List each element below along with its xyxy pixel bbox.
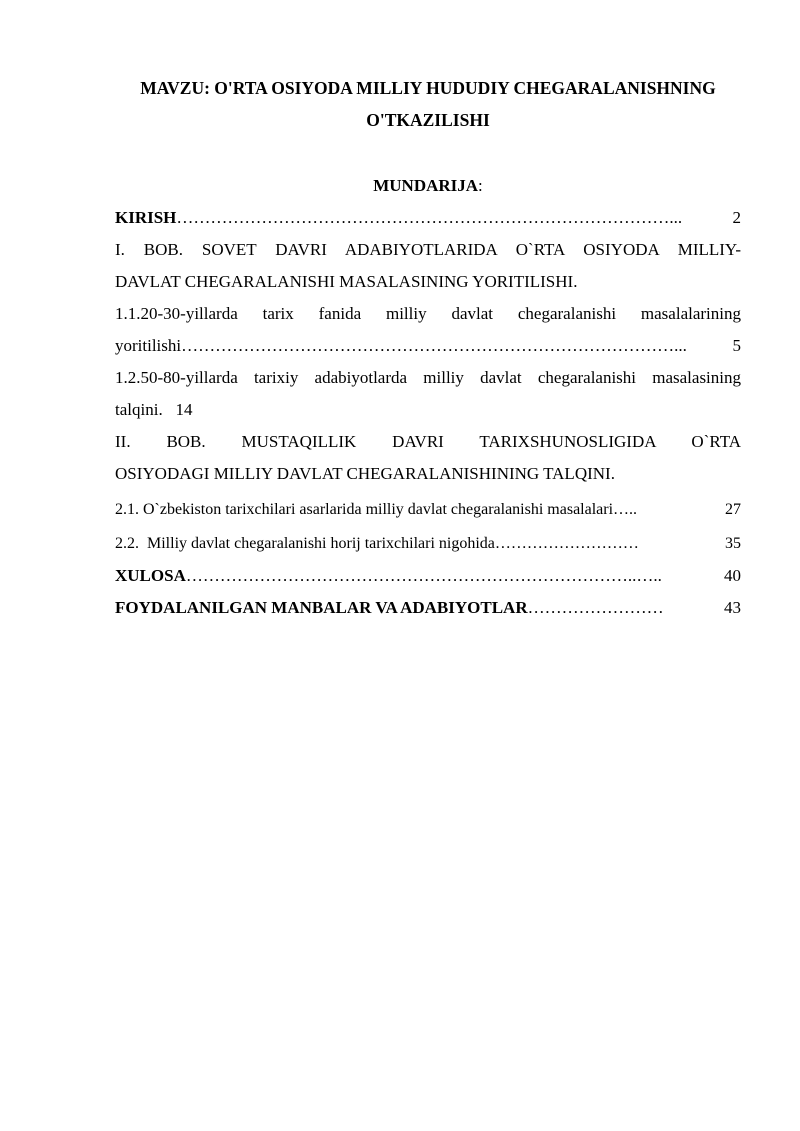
toc-page-number: 2 xyxy=(732,208,741,227)
toc-chapter-1-line-2[interactable]: DAVLAT CHEGARALANISHI MASALASINING YORITILISHI. xyxy=(115,272,578,291)
toc-entry-sources[interactable] xyxy=(115,592,741,624)
toc-dot-leader: ……………………………………………………………………………... xyxy=(176,208,683,227)
toc-page-number: 43 xyxy=(724,598,741,617)
document-title-line-2: O'TKAZILISHI xyxy=(366,110,490,130)
toc-entry-label: yoritilishi xyxy=(115,336,182,355)
toc-entry-label: FOYDALANILGAN MANBALAR VA ADABIYOTLAR xyxy=(115,598,528,617)
toc-entry-label: 2.1. O`zbekiston tarixchilari asarlarida milliy davlat chegaralanishi masalalari xyxy=(115,501,614,518)
toc-dot-leader: ……………………………………………………………………..….. xyxy=(185,566,662,585)
toc-entry-label: KIRISH xyxy=(115,208,177,227)
toc-section-2-2[interactable] xyxy=(115,528,741,560)
toc-chapter-1-line-1[interactable]: I. BOB. SOVET DAVRI ADABIYOTLARIDA O`RTA OSIYODA MILLIY- xyxy=(115,240,741,259)
toc-dot-leader: ….. xyxy=(613,501,638,518)
toc-entry-label: XULOSA xyxy=(115,566,186,585)
toc-section-2-1[interactable] xyxy=(115,494,741,526)
toc-section-1-2-line-1[interactable]: 1.2.50-80-yillarda tarixiy adabiyotlarda milliy davlat chegaralanishi masalasining xyxy=(115,368,741,387)
toc-page-number: 5 xyxy=(732,336,741,355)
toc-entry-kirish[interactable] xyxy=(115,202,741,234)
toc-section-1-1-line-1[interactable]: 1.1.20-30-yillarda tarix fanida milliy davlat chegaralanishi masalalarining xyxy=(115,304,741,323)
toc-chapter-2-line-2[interactable]: OSIYODAGI MILLIY DAVLAT CHEGARALANISHINING TALQINI. xyxy=(115,464,615,483)
toc-page-number: 27 xyxy=(725,501,741,518)
contents-heading-colon: : xyxy=(478,176,483,195)
toc-chapter-2-line-1[interactable]: II. BOB. MUSTAQILLIK DAVRI TARIXSHUNOSLIGIDA O`RTA xyxy=(115,432,741,451)
toc-entry-label: 2.2. Milliy davlat chegaralanishi horij tarixchilari nigohida xyxy=(115,535,495,552)
contents-heading-text: MUNDARIJA xyxy=(373,176,479,195)
toc-page-number: 35 xyxy=(725,535,741,552)
toc-dot-leader: ……………………………………………………………………………... xyxy=(181,336,687,355)
toc-dot-leader: …………………… xyxy=(527,598,664,617)
toc-section-1-2-line-2[interactable]: talqini. 14 xyxy=(115,400,193,419)
toc-dot-leader: ……………………… xyxy=(494,535,639,552)
contents-heading xyxy=(115,170,741,202)
document-title-line-1: MAVZU: O'RTA OSIYODA MILLIY HUDUDIY CHEGARALANISHNING xyxy=(140,78,716,98)
toc-section-1-1-line-2[interactable] xyxy=(115,330,741,362)
toc-page-number: 40 xyxy=(724,566,741,585)
toc-entry-xulosa[interactable] xyxy=(115,560,741,592)
